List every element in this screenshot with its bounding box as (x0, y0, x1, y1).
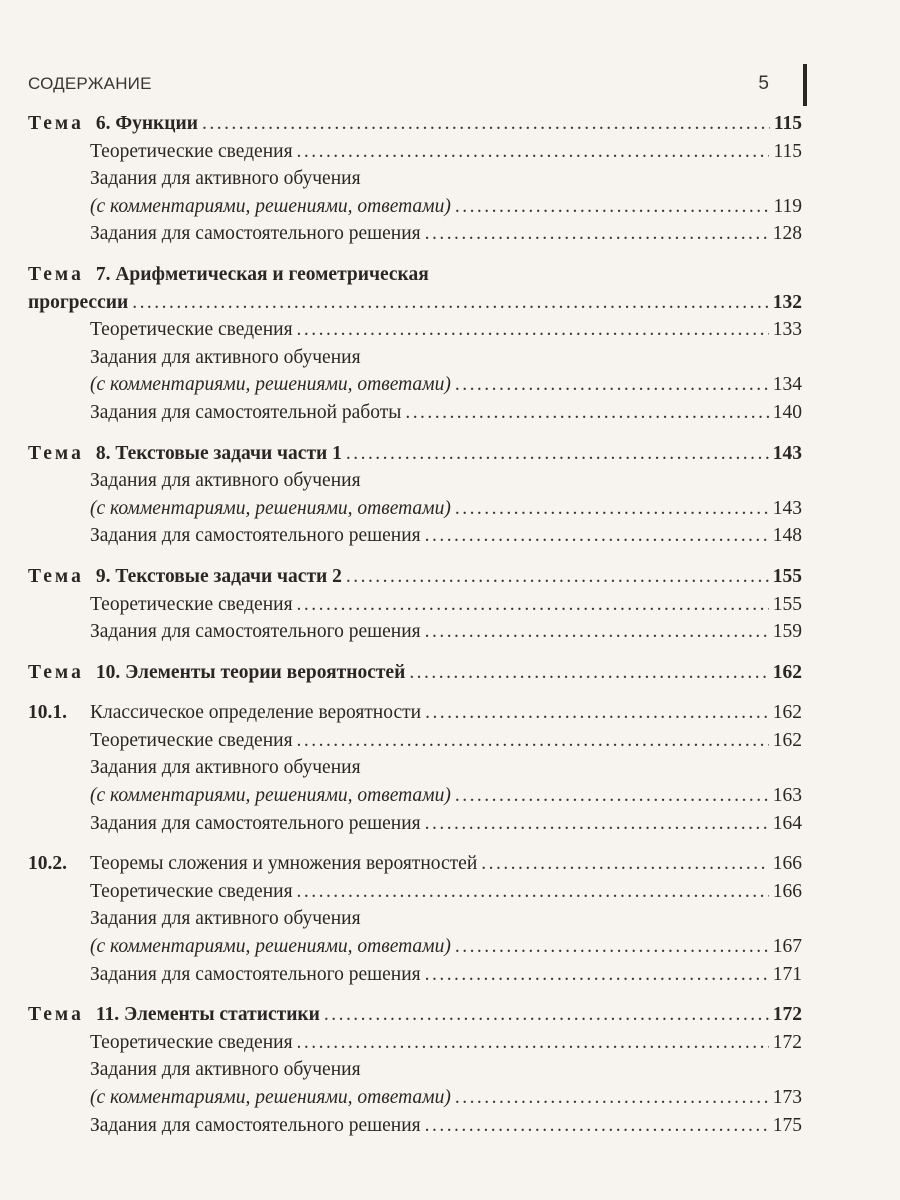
toc-item[interactable]: (с комментариями, решениями, ответами) . . . 167 (28, 933, 802, 961)
dot-leader (132, 289, 769, 317)
toc-item[interactable]: (с комментариями, решениями, ответами) . . . 119 (28, 193, 802, 221)
page-ref: 172 (772, 1004, 802, 1026)
toc-item[interactable]: (с комментариями, решениями, ответами) . . . 163 (28, 782, 802, 810)
toc-theme-6[interactable]: Тема 6. Функции . . . 115 (28, 110, 802, 138)
page-ref: 166 (772, 880, 802, 902)
theme-word: Тема (28, 442, 84, 464)
toc-item[interactable]: (с комментариями, решениями, ответами) . . . 143 (28, 495, 802, 523)
theme-word: Тема (28, 1004, 84, 1026)
toc-item[interactable]: Задания для активного обучения (90, 908, 361, 930)
running-title: СОДЕРЖАНИЕ (28, 74, 152, 93)
page-ref: 115 (773, 113, 802, 134)
toc-item[interactable]: Задания для активного обучения (90, 757, 361, 779)
dot-leader (425, 699, 769, 727)
toc-item[interactable]: Задания для активного обучения (90, 1059, 361, 1081)
toc-item[interactable]: Теоретические сведения . . . 155 (28, 591, 802, 619)
toc-item[interactable]: Задания для самостоятельного решения . . . 128 (28, 220, 802, 248)
toc-item[interactable]: Задания для активного обучения (90, 168, 361, 190)
dot-leader (297, 1029, 769, 1057)
page-ref: 128 (772, 223, 802, 245)
page-ref: 143 (772, 497, 802, 519)
page-ref: 162 (772, 729, 802, 751)
toc-theme-11[interactable]: Тема 11. Элементы статистики . . . 172 (28, 1001, 802, 1029)
page-ref: 132 (772, 291, 802, 313)
toc-section-10-2[interactable]: 10.2. Теоремы сложения и умножения вероятностей . . . 166 (28, 850, 802, 878)
theme-word: Тема (28, 661, 84, 683)
page-ref: 143 (772, 442, 802, 464)
toc-item[interactable]: Теоретические сведения . . . 172 (28, 1029, 802, 1057)
toc-item[interactable]: Теоретические сведения . . . 115 (28, 138, 802, 166)
dot-leader (405, 399, 768, 427)
page-ref: 175 (772, 1114, 802, 1136)
toc-item[interactable]: Задания для активного обучения (90, 470, 361, 492)
dot-leader (425, 961, 769, 989)
toc-theme-7[interactable]: Тема 7. Арифметическая и геометрическая (28, 263, 429, 285)
dot-leader (346, 440, 769, 468)
dot-leader (297, 591, 769, 619)
page-ref: 173 (772, 1087, 802, 1108)
dot-leader (425, 810, 769, 838)
dot-leader (202, 110, 770, 138)
page-ref: 133 (772, 319, 802, 341)
dot-leader (425, 1112, 769, 1140)
dot-leader (297, 316, 769, 344)
dot-leader (455, 495, 769, 523)
toc-item[interactable]: Задания для самостоятельного решения . . . 164 (28, 810, 802, 838)
toc-item[interactable]: Задания для самостоятельного решения . . . 171 (28, 961, 802, 989)
dot-leader (425, 220, 769, 248)
page-ref: 159 (772, 621, 802, 643)
toc-item[interactable]: Задания для самостоятельной работы . . . 140 (28, 399, 802, 427)
toc-item[interactable]: (с комментариями, решениями, ответами) . . . 134 (28, 371, 802, 399)
dot-leader (425, 522, 769, 550)
dot-leader (297, 727, 769, 755)
toc-theme-10[interactable]: Тема 10. Элементы теории вероятностей . . . 162 (28, 659, 802, 687)
dot-leader (481, 850, 768, 878)
page-ref: 171 (772, 963, 802, 985)
toc-theme-7-cont[interactable]: прогрессии . . . 132 (28, 289, 802, 317)
dot-leader (455, 1084, 769, 1112)
page-ref: 164 (772, 812, 802, 834)
page-ref: 162 (772, 661, 802, 683)
dot-leader (346, 563, 769, 591)
toc-theme-8[interactable]: Тема 8. Текстовые задачи части 1 . . . 143 (28, 440, 802, 468)
dot-leader (297, 878, 769, 906)
theme-word: Тема (28, 113, 84, 134)
dot-leader (425, 618, 769, 646)
dot-leader (297, 138, 770, 166)
page-ref: 140 (772, 401, 802, 423)
toc-section-10-1[interactable]: 10.1. Классическое определение вероятности . . . 162 (28, 699, 802, 727)
dot-leader (455, 193, 770, 221)
page-ref: 115 (773, 140, 802, 162)
toc-item[interactable]: Теоретические сведения . . . 133 (28, 316, 802, 344)
theme-word: Тема (28, 263, 84, 285)
dot-leader (324, 1001, 769, 1029)
page-ref: 166 (772, 853, 802, 875)
page-ref: 155 (772, 593, 802, 615)
running-header (28, 72, 768, 100)
page-ref: 162 (772, 702, 802, 724)
toc-item[interactable]: Задания для самостоятельного решения . . . 148 (28, 522, 802, 550)
toc-item[interactable]: Задания для самостоятельного решения . . . 159 (28, 618, 802, 646)
page-ref: 148 (772, 525, 802, 547)
theme-word: Тема (28, 565, 84, 587)
toc-item[interactable]: Теоретические сведения . . . 162 (28, 727, 802, 755)
toc-item[interactable]: Задания для активного обучения (90, 346, 361, 368)
page-ref: 155 (772, 565, 802, 587)
margin-bar (803, 64, 807, 106)
toc-theme-9[interactable]: Тема 9. Текстовые задачи части 2 . . . 155 (28, 563, 802, 591)
page-ref: 134 (772, 374, 802, 396)
page-ref: 163 (772, 785, 802, 807)
dot-leader (455, 371, 769, 399)
page-ref: 119 (773, 195, 802, 217)
toc-item[interactable]: Задания для самостоятельного решения . . . 175 (28, 1112, 802, 1140)
table-of-contents (28, 110, 802, 1139)
dot-leader (455, 933, 769, 961)
page-ref: 167 (772, 936, 802, 958)
toc-item[interactable]: Теоретические сведения . . . 166 (28, 878, 802, 906)
dot-leader (409, 659, 768, 687)
dot-leader (455, 782, 769, 810)
page-number: 5 (758, 73, 769, 94)
toc-item[interactable]: (с комментариями, решениями, ответами) . . . 173 (28, 1084, 802, 1112)
page-ref: 172 (772, 1031, 802, 1053)
